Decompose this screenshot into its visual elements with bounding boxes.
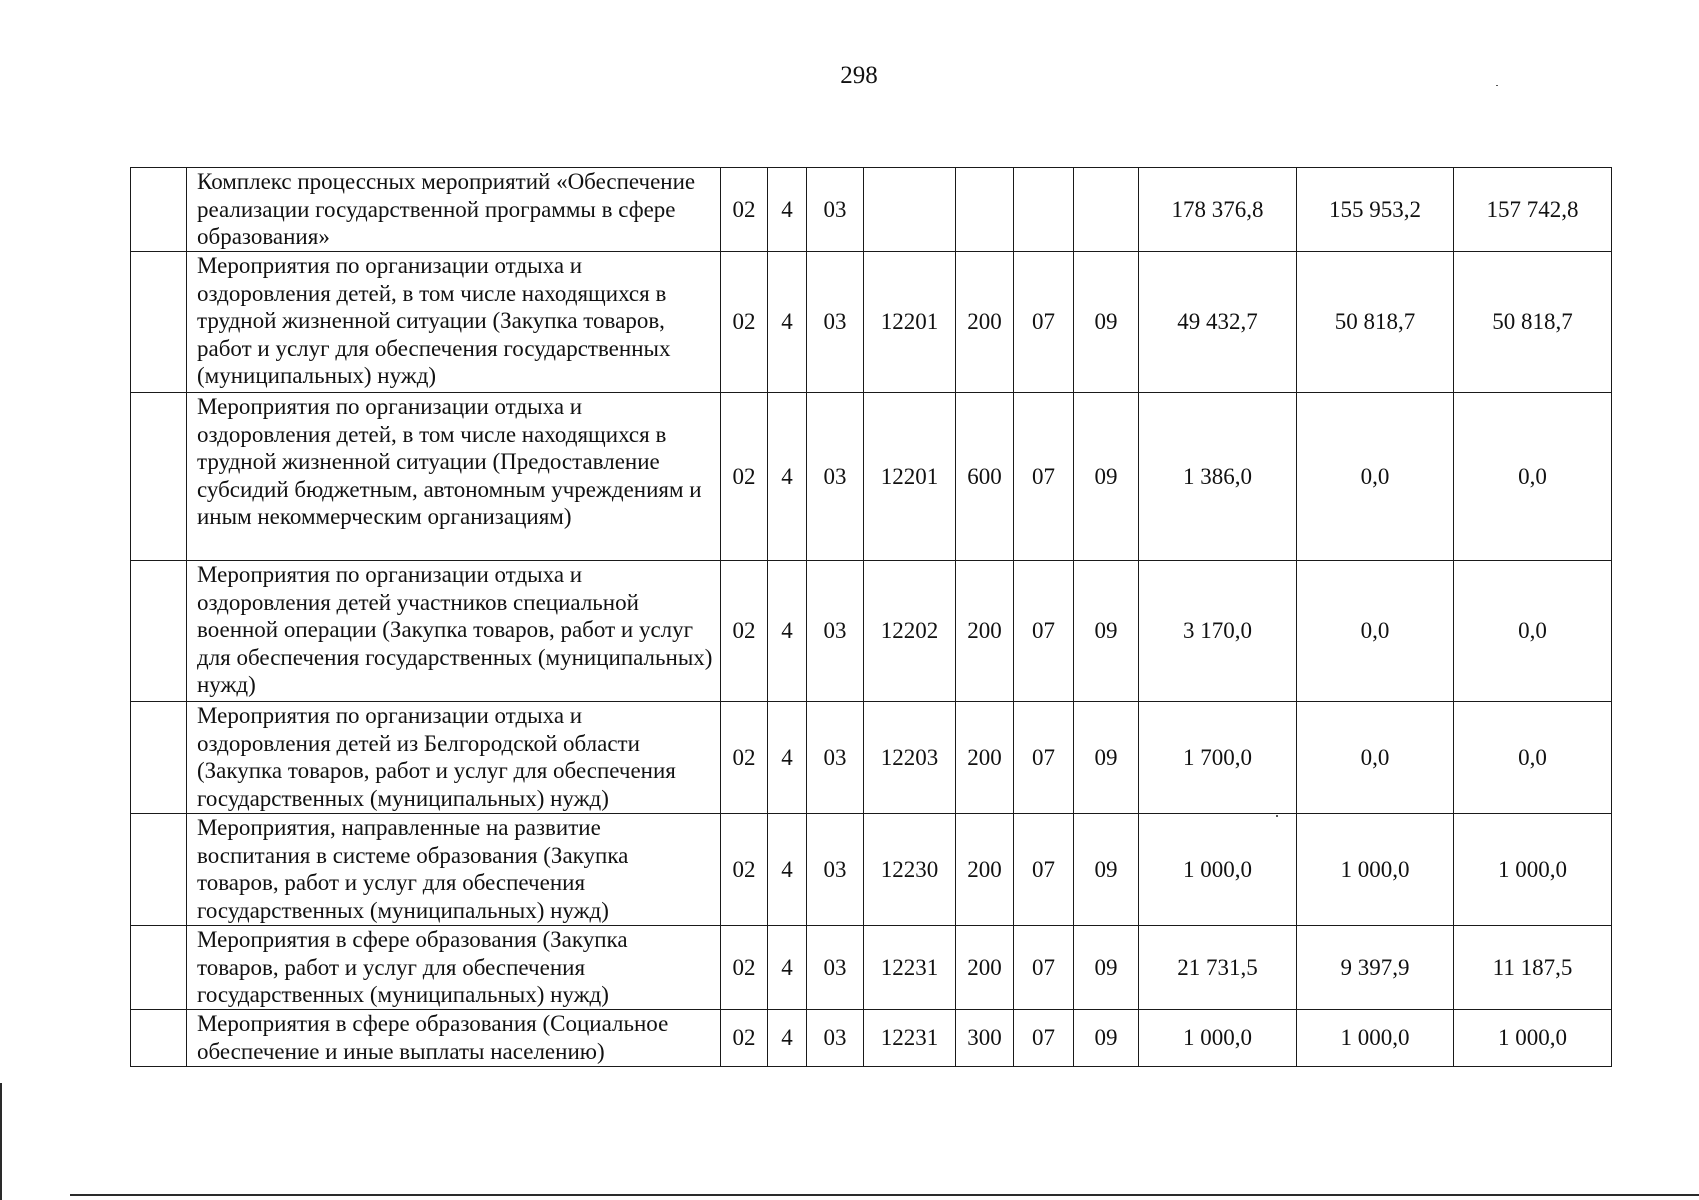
program-code-cell: 02 [721, 926, 768, 1010]
amount-year-1-cell: 49 432,7 [1139, 252, 1297, 393]
amount-year-1-cell: 1 000,0 [1139, 814, 1297, 926]
subsection-cell: 09 [1074, 702, 1139, 814]
row-description: Комплекс процессных мероприятий «Обеспечение реализации государственной программы в сфере образования» [187, 168, 721, 252]
amount-year-3-cell: 157 742,8 [1454, 168, 1612, 252]
program-code-cell: 02 [721, 252, 768, 393]
structural-element-cell: 03 [807, 814, 864, 926]
section-cell: 07 [1014, 1010, 1074, 1067]
subprogram-type-cell: 4 [768, 393, 807, 561]
expense-type-cell: 200 [956, 926, 1014, 1010]
table-row [131, 561, 1612, 702]
subprogram-type-cell: 4 [768, 926, 807, 1010]
row-number-cell [131, 926, 187, 1010]
amount-year-1-cell: 3 170,0 [1139, 561, 1297, 702]
row-description: Мероприятия по организации отдыха и оздоровления детей участников специальной военной операции (Закупка товаров, работ и услуг для обеспечения государственных (муниципальных) нужд) [187, 561, 721, 702]
amount-year-1-cell: 1 700,0 [1139, 702, 1297, 814]
structural-element-cell: 03 [807, 702, 864, 814]
subsection-cell: 09 [1074, 252, 1139, 393]
amount-year-3-cell: 0,0 [1454, 702, 1612, 814]
table-row [131, 1010, 1612, 1067]
structural-element-cell: 03 [807, 168, 864, 252]
table-row [131, 393, 1612, 561]
subsection-cell [1074, 168, 1139, 252]
amount-year-2-cell: 0,0 [1297, 393, 1454, 561]
structural-element-cell: 03 [807, 393, 864, 561]
section-cell: 07 [1014, 926, 1074, 1010]
structural-element-cell: 03 [807, 252, 864, 393]
amount-year-3-cell: 0,0 [1454, 561, 1612, 702]
program-code-cell: 02 [721, 561, 768, 702]
program-code-cell: 02 [721, 814, 768, 926]
program-code-cell: 02 [721, 1010, 768, 1067]
section-cell: 07 [1014, 702, 1074, 814]
row-description: Мероприятия в сфере образования (Социальное обеспечение и иные выплаты населению) [187, 1010, 721, 1067]
expense-type-cell [956, 168, 1014, 252]
amount-year-2-cell: 155 953,2 [1297, 168, 1454, 252]
expense-type-cell: 600 [956, 393, 1014, 561]
amount-year-1-cell: 1 000,0 [1139, 1010, 1297, 1067]
amount-year-2-cell: 0,0 [1297, 702, 1454, 814]
row-description: Мероприятия по организации отдыха и оздоровления детей, в том числе находящихся в трудной жизненной ситуации (Закупка товаров, работ и услуг для обеспечения государственных (муниципальных) нужд) [187, 252, 721, 393]
amount-year-2-cell: 1 000,0 [1297, 814, 1454, 926]
direction-code-cell: 12201 [864, 393, 956, 561]
expense-type-cell: 200 [956, 814, 1014, 926]
structural-element-cell: 03 [807, 1010, 864, 1067]
scan-speck [1276, 815, 1278, 817]
direction-code-cell: 12202 [864, 561, 956, 702]
table-row [131, 814, 1612, 926]
scan-left-margin-line [0, 1083, 2, 1200]
row-number-cell [131, 252, 187, 393]
direction-code-cell: 12231 [864, 1010, 956, 1067]
row-number-cell [131, 702, 187, 814]
structural-element-cell: 03 [807, 926, 864, 1010]
subsection-cell: 09 [1074, 393, 1139, 561]
program-code-cell: 02 [721, 168, 768, 252]
scan-speck [1496, 85, 1498, 86]
amount-year-1-cell: 178 376,8 [1139, 168, 1297, 252]
section-cell: 07 [1014, 252, 1074, 393]
amount-year-1-cell: 1 386,0 [1139, 393, 1297, 561]
amount-year-2-cell: 0,0 [1297, 561, 1454, 702]
expense-type-cell: 200 [956, 702, 1014, 814]
direction-code-cell: 12231 [864, 926, 956, 1010]
amount-year-2-cell: 50 818,7 [1297, 252, 1454, 393]
budget-table [130, 167, 1612, 1067]
amount-year-3-cell: 0,0 [1454, 393, 1612, 561]
expense-type-cell: 200 [956, 252, 1014, 393]
table-row [131, 926, 1612, 1010]
direction-code-cell: 12230 [864, 814, 956, 926]
table-row [131, 168, 1612, 252]
amount-year-1-cell: 21 731,5 [1139, 926, 1297, 1010]
program-code-cell: 02 [721, 702, 768, 814]
section-cell: 07 [1014, 561, 1074, 702]
scan-bottom-line [70, 1194, 1699, 1196]
table-row [131, 252, 1612, 393]
subprogram-type-cell: 4 [768, 702, 807, 814]
subprogram-type-cell: 4 [768, 561, 807, 702]
amount-year-3-cell: 1 000,0 [1454, 814, 1612, 926]
subsection-cell: 09 [1074, 926, 1139, 1010]
expense-type-cell: 200 [956, 561, 1014, 702]
section-cell: 07 [1014, 393, 1074, 561]
direction-code-cell: 12201 [864, 252, 956, 393]
table-row [131, 702, 1612, 814]
subprogram-type-cell: 4 [768, 814, 807, 926]
direction-code-cell: 12203 [864, 702, 956, 814]
row-number-cell [131, 561, 187, 702]
amount-year-3-cell: 1 000,0 [1454, 1010, 1612, 1067]
row-description: Мероприятия в сфере образования (Закупка товаров, работ и услуг для обеспечения государственных (муниципальных) нужд) [187, 926, 721, 1010]
row-description: Мероприятия по организации отдыха и оздоровления детей, в том числе находящихся в трудной жизненной ситуации (Предоставление субсидий бюджетным, автономным учреждениям и иным некоммерческим организациям) [187, 393, 721, 561]
row-number-cell [131, 393, 187, 561]
direction-code-cell [864, 168, 956, 252]
row-number-cell [131, 168, 187, 252]
row-description: Мероприятия, направленные на развитие воспитания в системе образования (Закупка товаров, работ и услуг для обеспечения государственных (муниципальных) нужд) [187, 814, 721, 926]
expense-type-cell: 300 [956, 1010, 1014, 1067]
amount-year-3-cell: 11 187,5 [1454, 926, 1612, 1010]
subsection-cell: 09 [1074, 1010, 1139, 1067]
section-cell: 07 [1014, 814, 1074, 926]
subsection-cell: 09 [1074, 561, 1139, 702]
subprogram-type-cell: 4 [768, 168, 807, 252]
amount-year-2-cell: 9 397,9 [1297, 926, 1454, 1010]
row-number-cell [131, 814, 187, 926]
row-number-cell [131, 1010, 187, 1067]
row-description: Мероприятия по организации отдыха и оздоровления детей из Белгородской области (Закупка товаров, работ и услуг для обеспечения государственных (муниципальных) нужд) [187, 702, 721, 814]
amount-year-2-cell: 1 000,0 [1297, 1010, 1454, 1067]
subprogram-type-cell: 4 [768, 252, 807, 393]
program-code-cell: 02 [721, 393, 768, 561]
subsection-cell: 09 [1074, 814, 1139, 926]
subprogram-type-cell: 4 [768, 1010, 807, 1067]
section-cell [1014, 168, 1074, 252]
amount-year-3-cell: 50 818,7 [1454, 252, 1612, 393]
page-number: 298 [840, 62, 878, 89]
structural-element-cell: 03 [807, 561, 864, 702]
